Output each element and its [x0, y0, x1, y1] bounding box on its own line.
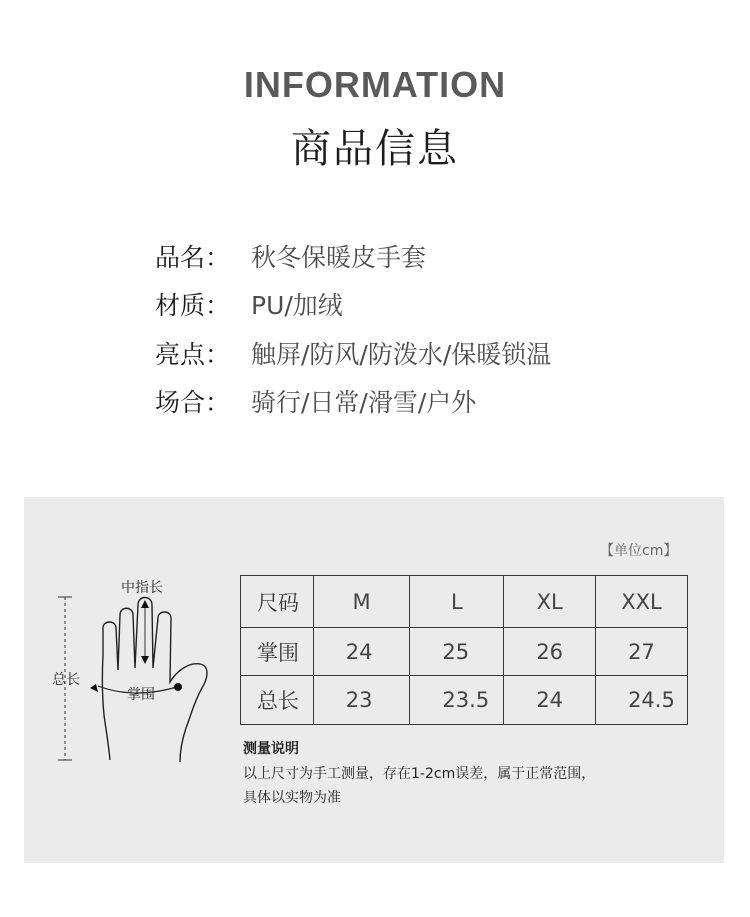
- info-value: PU/加绒: [251, 291, 343, 320]
- title-english: INFORMATION: [243, 64, 507, 105]
- table-header-cell: L: [410, 576, 504, 628]
- title-chinese: 商品信息: [291, 126, 459, 172]
- palm-label: 掌围: [127, 687, 155, 703]
- unit-label: 【单位cm】: [600, 543, 678, 559]
- info-row-highlights: [155, 335, 551, 371]
- info-label: 品名：: [155, 243, 231, 272]
- table-row: [241, 676, 688, 725]
- info-row-occasion: [155, 383, 476, 419]
- info-label: 场合：: [155, 388, 231, 417]
- info-value: 骑行/日常/滑雪/户外: [251, 388, 477, 417]
- total-length-label: 总长: [52, 672, 80, 688]
- middle-finger-label: 中指长: [121, 580, 163, 596]
- size-table: [240, 575, 688, 725]
- table-cell: 25: [410, 628, 504, 676]
- table-header-row: [241, 576, 688, 628]
- table-cell: 23: [313, 676, 410, 725]
- note-title: 测量说明: [243, 741, 299, 757]
- info-label: 材质：: [155, 291, 231, 320]
- note-line: 具体以实物为准: [243, 790, 341, 806]
- info-row-name: [155, 238, 426, 274]
- info-label: 亮点：: [155, 340, 231, 369]
- table-cell: 26: [504, 628, 596, 676]
- table-header-cell: M: [313, 576, 410, 628]
- table-row: [241, 628, 688, 676]
- table-cell: 24.5: [596, 676, 688, 725]
- table-cell: 24: [504, 676, 596, 725]
- info-value: 触屏/防风/防泼水/保暖锁温: [251, 340, 552, 369]
- table-header-cell: 尺码: [241, 576, 314, 628]
- table-cell: 27: [596, 628, 688, 676]
- table-header-cell: XXL: [596, 576, 688, 628]
- table-row-label: 掌围: [241, 628, 314, 676]
- table-row-label: 总长: [241, 676, 314, 725]
- table-cell: 24: [313, 628, 410, 676]
- table-header-cell: XL: [504, 576, 596, 628]
- table-cell: 23.5: [410, 676, 504, 725]
- info-row-material: [155, 286, 343, 322]
- note-line: 以上尺寸为手工测量，存在1-2cm误差，属于正常范围，: [243, 766, 596, 782]
- info-value: 秋冬保暖皮手套: [251, 243, 427, 272]
